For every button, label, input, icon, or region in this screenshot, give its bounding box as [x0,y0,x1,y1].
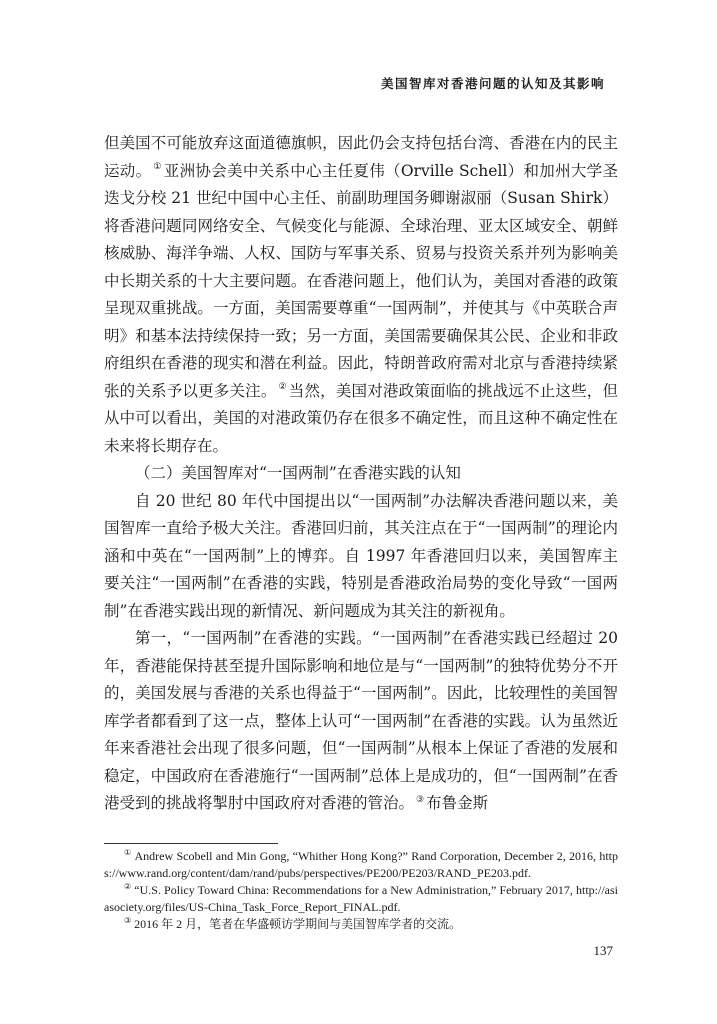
footnote [104,916,618,933]
footnote-text: Andrew Scobell and Min Gong, “Whither Hong Kong?” Rand Corporation, December 2, 2016, https://www.rand.org/content/dam/rand/pubs/perspectives/PE200/PE203/RAND_PE203.pdf. [104,849,619,880]
footnote-ref[interactable]: ② [278,382,287,393]
footnote-divider [104,843,278,844]
paragraph-text: 第一，“一国两制”在香港的实践。“一国两制”在香港实践已经超过 20 年，香港能保持甚至提升国际影响和地位是与“一国两制”的独特优势分不开的，美国发展与香港的关系也得益于“一国两制”。因此，比较理性的美国智库学者都看到了这一点，整体上认可“一国两制”在香港的实践。认为虽然近年来香港社会出现了很多问题，但“一国两制”从根本上保证了香港的发展和稳定，中国政府在香港施行“一国两制”总体上是成功的，但“一国两制”在香港受到的挑战将掣肘中国政府对香港的管治。 [104,629,618,812]
paragraph-text: 亚洲协会美中关系中心主任夏伟（Orville Schell）和加州大学圣迭戈分校 21 世纪中国中心主任、前副助理国务卿谢淑丽（Susan Shirk）将香港问题同网络安全、气候变化与能源、全球治理、亚太区域安全、朝鲜核威胁、海洋争端、人权、国防与军事关系、贸易与投资关系并列为影响美中长期关系的十大主要问题。在香港问题上，他们认为，美国对香港的政策呈现双重挑战。一方面，美国需要尊重“一国两制”，并使其与《中英联合声明》和基本法持续保持一致；另一方面，美国需要确保其公民、企业和非政府组织在香港的现实和潜在利益。因此，特朗普政府需对北京与香港持续紧张的关系予以更多关注。 [104,161,618,400]
footnotes [104,848,618,933]
footnote-ref[interactable]: ① [153,162,162,173]
paragraph-text: 布鲁金斯 [426,794,489,812]
footnote-ref[interactable]: ③ [416,794,425,805]
paragraph: 自 20 世纪 80 年代中国提出以“一国两制”办法解决香港问题以来，美国智库一直给予极大关注。香港回归前，其关注点在于“一国两制”的理论内涵和中英在“一国两制”上的博弈。自 1997 年香港回归以来，美国智库主要关注“一国两制”在香港的实践，特别是香港政治局势的变化导致“一国两制”在香港实践出现的新情况、新问题成为其关注的新视角。 [104,491,618,620]
paragraph [104,130,618,460]
paragraph-text: 但美国不可能放弃这面道德旗帜，因此仍会支持包括台湾、香港在内的民主运动。 [104,134,618,180]
footnote [104,882,618,916]
section-heading: （二）美国智库对“一国两制”在香港实践的认知 [135,464,461,482]
paragraph [104,625,618,818]
page-number: 137 [593,943,613,958]
footnote [104,848,618,882]
footnote-mark: ③ [124,916,132,925]
paragraph-text: 当然，美国对港政策面临的挑战远不止这些，但从中可以看出，美国的对港政策仍存在很多不确定性，而且这种不确定性在未来将长期存在。 [104,381,618,455]
running-header: 美国智库对香港问题的认知及其影响 [380,76,605,91]
main-text [104,130,618,818]
footnote-mark: ① [124,848,132,857]
footnote-text: 2016 年 2 月，笔者在华盛顿访学期间与美国智库学者的交流。 [134,917,462,931]
footnote-mark: ② [124,882,132,891]
footnote-text: “U.S. Policy Toward China: Recommendations for a New Administration,” February 2017, http://asiasociety.org/files/US-China_Task_Force_Report_FINAL.pdf. [104,883,619,914]
